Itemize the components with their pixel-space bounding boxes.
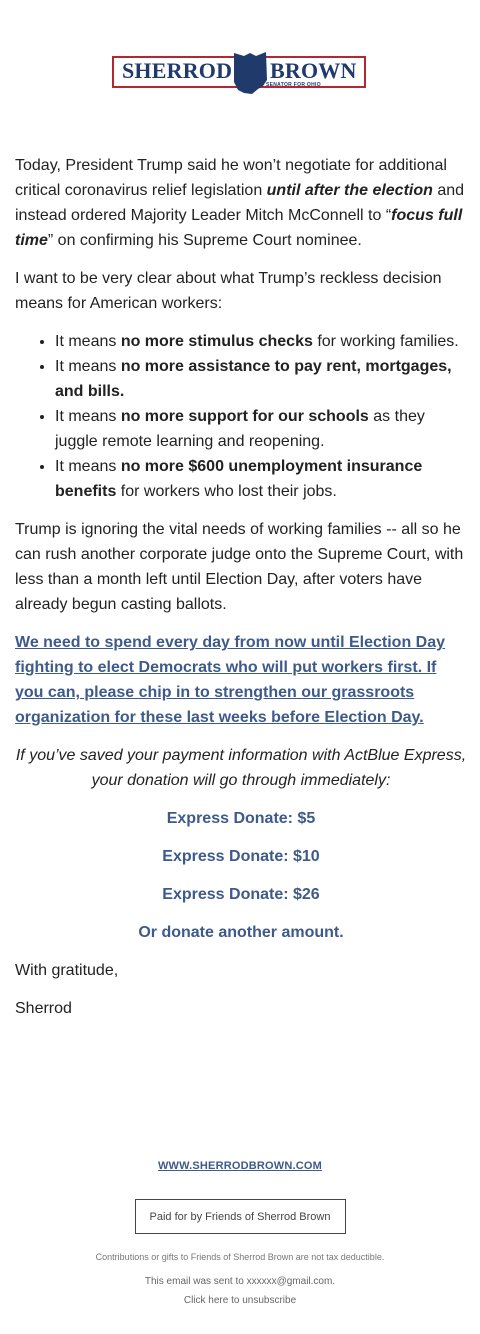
emphasis-until-after-election: until after the election: [266, 182, 433, 199]
paid-for-disclaimer: Paid for by Friends of Sherrod Brown: [135, 1199, 346, 1234]
website-link[interactable]: WWW.SHERRODBROWN.COM: [157, 1160, 323, 1172]
logo-first-name: SHERROD: [122, 58, 233, 83]
logo-subtitle: SENATOR FOR OHIO: [266, 82, 321, 88]
emphasis-focus-full-time: focus full time: [15, 207, 463, 249]
cta-paragraph: [15, 630, 467, 730]
logo-last-name: BROWN: [270, 58, 357, 83]
actblue-express-note: If you’ve saved your payment information with ActBlue Express, your donation will go through immediately:: [15, 747, 467, 789]
sherrod-brown-logo[interactable]: [112, 50, 368, 96]
chip-in-link[interactable]: We need to spend every day from now until Election Day fighting to elect Democrats who will put workers first. If you can, please chip in to strengthen our grassroots organization for these last weeks before Election Day.: [15, 634, 446, 726]
list-item: • It means no more support for our schools as they juggle remote learning and reopening.: [55, 404, 467, 454]
ignoring-needs-paragraph: Trump is ignoring the vital needs of working families -- all so he can rush another corporate judge onto the Supreme Court, with less than a month left until Election Day, after voters have already begun casting ballots.: [15, 521, 464, 613]
list-item: • It means no more stimulus checks for working families.: [55, 329, 467, 354]
list-item: • It means no more assistance to pay rent, mortgages, and bills.: [55, 354, 467, 404]
signature: Sherrod: [15, 1000, 72, 1017]
express-donate-5-link[interactable]: Express Donate: $5: [166, 810, 316, 827]
impact-list: [15, 329, 467, 504]
header: [0, 50, 480, 96]
list-item: • It means no more $600 unemployment insurance benefits for workers who lost their jobs.: [55, 454, 467, 504]
workers-paragraph: I want to be very clear about what Trump’s reckless decision means for American workers:: [15, 270, 442, 312]
express-donate-10-link[interactable]: Express Donate: $10: [162, 848, 320, 865]
email-body: [15, 153, 467, 1034]
footer: [0, 1156, 480, 1309]
ohio-state-icon: [230, 50, 270, 96]
donate-other-amount-link[interactable]: Or donate another amount.: [138, 924, 344, 941]
tax-disclaimer: Contributions or gifts to Friends of Sherrod Brown are not tax deductible.: [95, 1252, 385, 1262]
closing-line: With gratitude,: [15, 962, 119, 979]
express-donate-26-link[interactable]: Express Donate: $26: [162, 886, 320, 903]
unsubscribe-link[interactable]: Click here to unsubscribe: [183, 1295, 297, 1306]
intro-paragraph: Today, President Trump said he won’t negotiate for additional critical coronavirus relief legislation until after the election and instead ordered Majority Leader Mitch McConnell to “focus full time” on confirming his Supreme Court nominee.: [15, 157, 465, 249]
sent-to-notice: This email was sent to xxxxxx@gmail.com.: [144, 1276, 336, 1287]
